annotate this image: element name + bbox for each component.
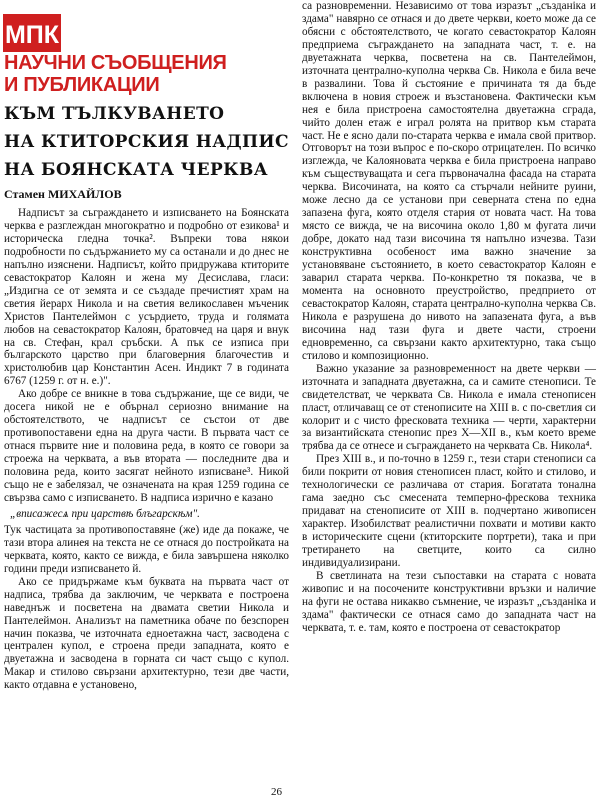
inscription-quote: „вписажесѧ при царствѣ блъгарскѣм". (10, 507, 200, 520)
section-title (4, 52, 262, 96)
article-title-line-1: КЪМ ТЪЛКУВАНЕТО (4, 104, 225, 124)
paragraph: В светлината на тези съпоставки на старата с новата живопис и на посочените конструктивни връзки и наличие на фуги не остава никакво съмнение, че изразът „създаніка и здама" фактически се отнася само до западната част на черквата, т. е. там, която е построена от севастократор (302, 569, 596, 634)
author-byline: Стамен МИХАЙЛОВ (4, 187, 122, 201)
article-title-line-3: НА БОЯНСКАТА ЧЕРКВА (4, 160, 269, 180)
publisher-logo (3, 14, 61, 52)
left-text-column (4, 207, 289, 790)
logo-text: МПК (4, 21, 60, 49)
paragraph: Ако се придържаме към буквата на първата част от надписа, трябва да заключим, че черквата е построена наведнъж и посветена на двамата светии Никола и Пантелеймон. Анализът на паметника обаче по безспорен начин показва, че източната едноетажна част, засводена с централен купол, е строена преди западната, която е двуетажна и засводена в горната си част също с купол. Макар и стилово свързани архитектурно, тези две части, както отдавна е установено, (4, 575, 289, 692)
paragraph: Надписът за съграждането и изписването на Боянската черква е разглеждан многократно и подробно от езикова¹ и историческа гледна точка². Въпреки това някои подробности по съдържанието му са останали и до днес не напълно изяснени. Надписът, който придружава ктиторите севастократор Калоян и жена му Десислава, гласи: „Издигна се от земята и се създаде пречистият храм на светия йерарх Никола и на светия великославен мъченик Христов Пантелеймон с усърдието, труда и голямата любов на севастократор Калоян, братовчед на царя и внук на св. Стефан, крал сръбски. А пък се изписа при българското царство при благоверния благочестив и христолюбив цар Константин Асен. Индикт 7 в годината 6767 (1259 г. от н. е.)". (4, 207, 289, 388)
page-number: 26 (271, 786, 282, 798)
paragraph: Важно указание за разновременност на двете черкви — източната и западната двуетажна, са и самите стенописи. Те свидетелстват, че черквата Св. Никола е имала стенописен пласт, отличаващ се от стенописите на XIII в. с по-светлия си колорит и с чисто фресковата техника — черти, характерни за византийската стенопис през X—XII в., към което време трябва да се отнесе и съграждането на черквата Св. Никола⁴. (302, 362, 596, 453)
right-text-column (302, 0, 596, 792)
paragraph: През XIII в., и по-точно в 1259 г., тези стари стенописи са били покрити от новия стенописен пласт, който и стилово, и технологически се различава от стария. Богатата тонална гама заедно със смесената темперно-фрескова техника придават на стенописите от XIII в. подчертано живописен характер. Изобилстват реалистични похвати и мотиви както в историческите сцени (ктиторските портрети), така и при третирането на светците, които са силно индивидуализирани. (302, 453, 596, 569)
paragraph: Тук частицата за противопоставяне (же) иде да покаже, че тази втора алинея на текста не се отнася до постройката на черквата, която, както се вижда, е била завършена няколко години преди изписването й. (4, 523, 289, 575)
paragraph: са разновременни. Независимо от това изразът „създаніка и здама" навярно се отнася и до двете черкви, което може да се обясни с обстоятелството, че когато севастократор Калоян предприема съграждането на западната част, т. е. на двуетажната черква, посветена на св. Пантелеймон, източната централно-куполна черква Св. Никола е била вече в развалини. Това й състояние е причината тя да бъде включена в новия строеж и възстановена. Фактически към нея е била пристроена самостоятелна двуетажна сграда, чийто долен етаж е играл ролята на притвор към старата част. Не е ясно дали по-старата черква е имала свой притвор. Отговорът на този въпрос е по-скоро отрицателен. По всичко изглежда, че Калояновата черква е била пристроена направо към съществуващата и сега първоначална фасада на старата черква. Височината, на която са стърчали нейните руини, може лесно да се установи при северната стена по една запазена фуга, която отделя стария от новата част. На това място се вижда, че на височина около 1,80 м фугата личи добре, докато над тази височина тя напълно изчезва. Тази конструктивна особеност има важно значение за установяване състоянието, в което севастократор Калоян е заварил старата черква. По-конкретно тя показва, че в момента на основното преустройство, предприето от севастократор Калоян, старата централно-куполна черква Св. Никола е разрушена до нивото на запазената фуга, а във височина над тази фуга и двете части, строени едновременно, са свързани както архитектурно, така също стилово и композиционно. (302, 0, 596, 362)
article-title (4, 100, 289, 184)
section-title-line-2: И ПУБЛИКАЦИИ (4, 74, 160, 96)
article-title-line-2: НА КТИТОРСКИЯ НАДПИС (4, 132, 289, 152)
paragraph: Ако добре се вникне в това съдържание, ще се види, че досега никой не е обърнал сериозно внимание на обстоятелството, че надписът се състои от две противопоставени една на друга части. В първата част се отнася първите ние и половина реда, в която се говори за строежа на черквата, а във втората — последните два и половина реда, които засягат нейното изписване³. Никой също не е забелязал, че означената на края 1259 година се свързва само с изписването. В надписа изрично е казано (4, 388, 289, 504)
section-title-line-1: НАУЧНИ СЪОБЩЕНИЯ (4, 52, 227, 74)
